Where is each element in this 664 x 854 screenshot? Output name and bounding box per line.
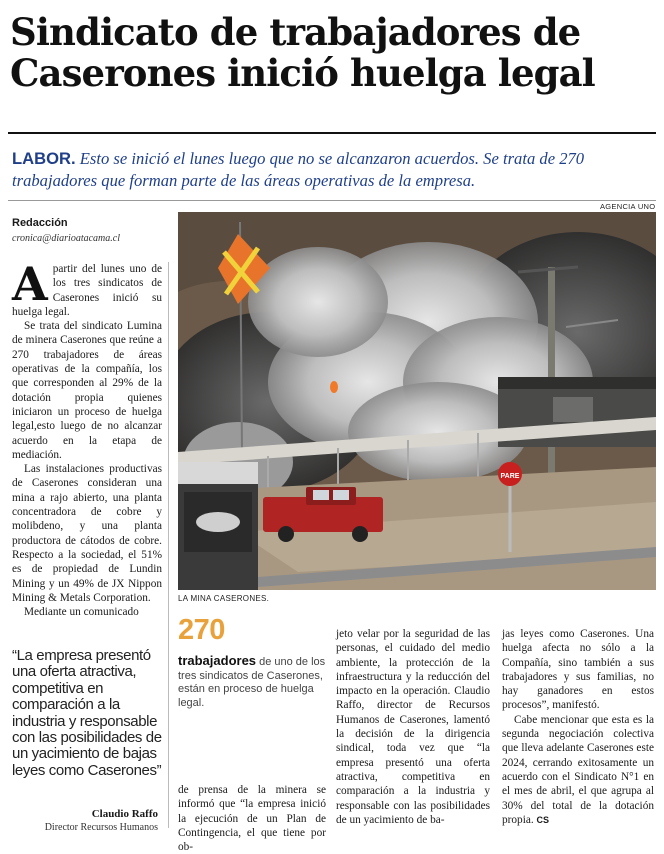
article-paragraph-4-cont: de prensa de la minera se informó que “la empresa inició la ejecución de un Plan de Contingencia, el que tiene por ob- [178, 784, 326, 854]
dropcap: A [12, 257, 48, 311]
article-paragraph-1: Apartir del lunes uno de los tres sindicatos de Caserones inició su huelga legal. [12, 257, 162, 318]
headline: Sindicato de trabajadores de Caserones inició huelga legal [10, 10, 595, 95]
pull-quote-name: Claudio Raffo [91, 808, 158, 820]
article-paragraph-5: jeto velar por la seguridad de las personas, el cuidado del medio ambiente, la protección de la infraestructura y la reducción del impacto en la operación. Claudio Raffo, director de Recursos Humanos de Caserones, lamentó la decisión de la dirigencia sindical, toda vez que “la empresa presentó una oferta atractiva, competitiva en comparación a la industria y responsable con las posibilidades de un yacimiento de ba- [336, 628, 490, 826]
article-paragraph-7: Cabe mencionar que esta es la segunda negociación colectiva que lleva adelante Caserones este 2024, cerrando exitosamente un acuerdo con el Sindicato N°1 en el mes de abril, el que agrupa al 30% del total de la dotación propia. CS [502, 713, 654, 826]
photo-caption: LA MINA CASERONES. [178, 594, 270, 603]
article-column-4 [502, 627, 654, 827]
end-mark: CS [536, 814, 550, 825]
article-paragraph-6: jas leyes como Caserones. Una huelga afecta no sólo a la Compañía, sino también a sus trabajadores y sus familias, no hay ganadores en estos procesos”, manifestó. [502, 628, 654, 712]
article-column-2 [178, 783, 326, 854]
article-paragraph-3: Las instalaciones productivas de Caserones consideran una mina a rajo abierto, una planta concentradora de cobre y molibdeno, y una planta productora de cátodos de cobre. Respecto a la sociedad, el 51% es de propiedad de Lundin Mining y un 49% de JX Nippon Mining & Metals Corporation. [12, 463, 162, 604]
stat-label: trabajadores [178, 653, 257, 668]
stop-sign-text: PARE [500, 473, 520, 480]
article-paragraph-2: Se trata del sindicato Lumina de minera Caserones que reúne a 270 trabajadores de áreas operativas de la compañía, los que corresponden al 29% de la dotación propia quienes iniciaron un proceso de huelga legal,esto luego de no alcanzar acuerdo en la etapa de mediación. [12, 320, 162, 461]
photo-credit: AGENCIA UNO [600, 202, 656, 211]
pull-quote: “La empresa presentó una oferta atractiva, competitiva en comparación a la industria y responsable con las posibilidades de un yacimiento de bajas leyes como Caserones” [12, 647, 162, 779]
column-divider-1 [168, 262, 169, 828]
byline-email: cronica@diarioatacama.cl [12, 233, 120, 244]
subhead-kicker: LABOR. [12, 149, 76, 168]
stat-text: trabajadores de uno de los tres sindicatos de Caserones, están en proceso de huelga legal. [178, 653, 326, 709]
stat-number: 270 [178, 614, 225, 646]
headline-rule [8, 132, 656, 134]
pull-quote-role: Director Recursos Humanos [44, 822, 158, 833]
mine-photo [178, 212, 656, 590]
article-column-1 [12, 257, 162, 619]
subhead-rule [8, 200, 656, 201]
article-paragraph-4: Mediante un comunicado [24, 606, 139, 619]
subhead-text: Esto se inició el lunes luego que no se alcanzaron acuerdos. Se trata de 270 trabajadores que forman parte de las áreas operativas de la empresa. [12, 149, 585, 190]
article-column-3 [336, 627, 490, 827]
subhead [12, 148, 656, 192]
byline-author: Redacción [12, 217, 68, 229]
